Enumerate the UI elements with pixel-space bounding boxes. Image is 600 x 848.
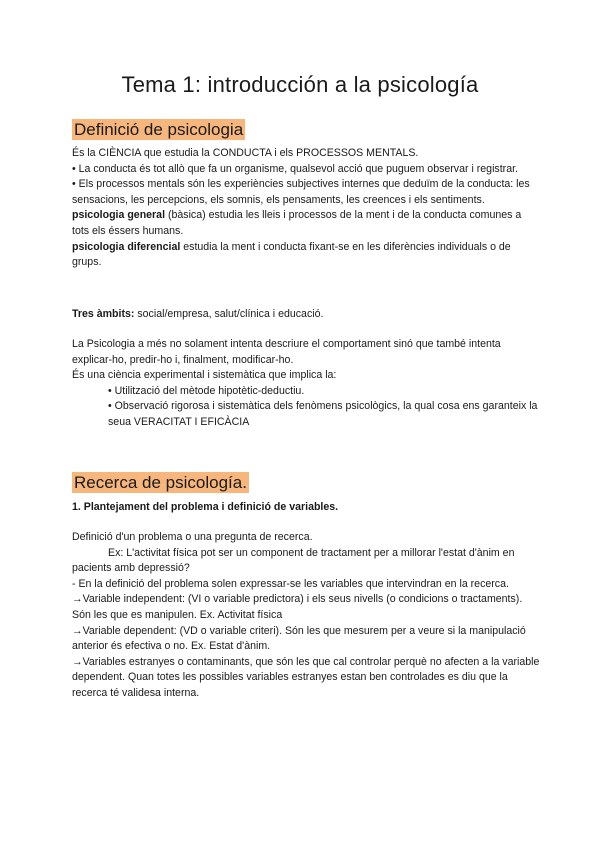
definition-paragraph: És la CIÈNCIA que estudia la CONDUCTA i els PROCESSOS MENTALS.: [72, 147, 419, 159]
metode-bullet: • Utilització del mètode hipotètic-deductiu.: [108, 384, 305, 397]
section-recerca: [72, 472, 540, 493]
psicologia-diferencial-text: estudia la ment i conducta fixant-se en les diferències individuals o de grups.: [72, 240, 511, 269]
psicologia-general-paragraph: [72, 208, 540, 239]
recerca-body: [72, 530, 540, 702]
example-paragraph: Ex: L'activitat física pot ser un component de tractament per a millorar l'estat d'ànim en pacients amb depressió?: [72, 546, 515, 575]
psicologia-aims-paragraph: La Psicologia a més no solament intenta descriure el comportament sinó que també intenta explicar-ho, predir-ho i, finalment, modificar-ho.: [72, 338, 501, 366]
ambits-line: [72, 307, 540, 323]
psicologia-general-term: psicologia general: [72, 209, 166, 222]
variables-estranyes-paragraph: →Variables estranyes o contaminants, que són les que cal controlar perquè no afecten a la variable dependent. Quan totes les possibles variables estranyes estan ben controlades es diu que la recerca té validesa interna.: [72, 655, 540, 699]
ambits-label: Tres àmbits:: [72, 308, 135, 320]
section-definition: [72, 119, 540, 140]
problema-paragraph: Definició d'un problema o una pregunta de recerca.: [72, 531, 313, 543]
ambits-text: social/empresa, salut/clínica i educació.: [134, 308, 324, 320]
observacio-bullet: • Observació rigorosa i sistemàtica dels fenòmens psicològics, la qual cosa ens garanteix la seua VERACITAT I EFICÀCIA: [108, 400, 538, 428]
psicologia-diferencial-paragraph: [72, 240, 540, 271]
section-heading-recerca: Recerca de psicología.: [74, 473, 247, 492]
conducta-bullet: • La conducta és tot allò que fa un organisme, qualsevol acció que puguem observar i registrar.: [72, 162, 518, 175]
definition-body: [72, 146, 540, 271]
psicologia-description: [72, 337, 540, 431]
psicologia-general-text: (bàsica) estudia les lleis i processos de la ment i de la conducta comunes a tots els éssers humans.: [72, 209, 522, 237]
psicologia-diferencial-term: psicologia diferencial: [72, 240, 181, 253]
section-heading-definition: Definició de psicologia: [74, 120, 244, 139]
processos-bullet: • Els processos mentals són les experiències subjectives internes que deduïm de la conducta: les sensacions, les percepcions, els somnis, els pensaments, les creences i els sentiments.: [72, 178, 530, 206]
variable-independent-paragraph: →Variable independent: (VI o variable predictora) i els seus nivells (o condicions o tractaments). Són les que es manipulen. Ex. Activitat física: [72, 593, 523, 621]
variable-dependent-paragraph: →Variable dependent: (VD o variable criteri). Són les que mesurem per a veure si la manipulació anterior és efectiva o no. Ex. Estat d'ànim.: [72, 624, 526, 653]
ciencia-paragraph: És una ciència experimental i sistemàtica que implica la:: [72, 369, 337, 382]
document-title: Tema 1: introducción a la psicología: [121, 72, 479, 97]
recerca-subheading-block: [72, 500, 540, 516]
variables-paragraph: - En la definició del problema solen expressar-se les variables que intervindran en la recerca.: [72, 577, 509, 590]
recerca-subheading: 1. Plantejament del problema i definició de variables.: [72, 501, 339, 513]
